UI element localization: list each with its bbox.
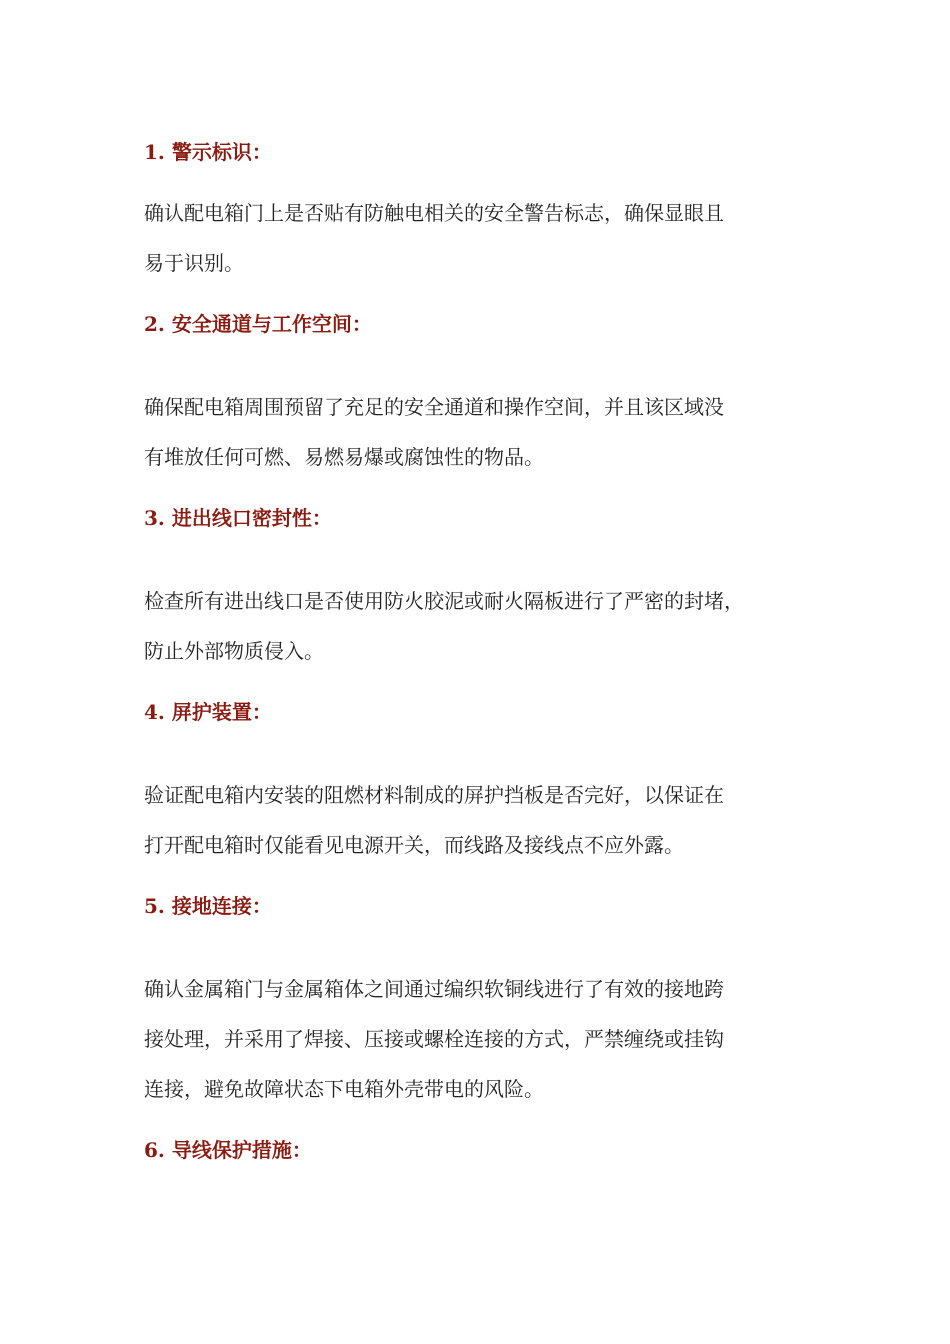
body-line: 确认配电箱门上是否贴有防触电相关的安全警告标志，确保显眼且 (144, 201, 724, 225)
body-line: 接处理，并采用了焊接、压接或螺栓连接的方式，严禁缠绕或挂钩 (144, 1027, 724, 1051)
section-body-3 (144, 576, 812, 676)
section-body-1 (144, 188, 812, 288)
section-heading-6: 6. 导线保护措施： (144, 1138, 312, 1162)
body-line: 有堆放任何可燃、易燃易爆或腐蚀性的物品。 (144, 445, 544, 469)
section-heading-4: 4. 屏护装置： (144, 700, 272, 724)
body-line: 确认金属箱门与金属箱体之间通过编织软铜线进行了有效的接地跨 (144, 977, 724, 1001)
body-line: 易于识别。 (144, 251, 244, 275)
section-heading-1: 1. 警示标识： (144, 140, 272, 164)
section-body-2 (144, 382, 812, 482)
body-line: 确保配电箱周围预留了充足的安全通道和操作空间，并且该区域没 (144, 395, 724, 419)
body-line: 防止外部物质侵入。 (144, 639, 324, 663)
section-heading-5: 5. 接地连接： (144, 894, 272, 918)
body-line: 打开配电箱时仅能看见电源开关，而线路及接线点不应外露。 (144, 833, 684, 857)
section-body-5 (144, 964, 812, 1114)
body-line: 验证配电箱内安装的阻燃材料制成的屏护挡板是否完好，以保证在 (144, 783, 724, 807)
section-heading-2: 2. 安全通道与工作空间： (144, 312, 372, 336)
section-body-4 (144, 770, 812, 870)
body-line: 连接，避免故障状态下电箱外壳带电的风险。 (144, 1077, 544, 1101)
section-heading-3: 3. 进出线口密封性： (144, 506, 332, 530)
body-line: 检查所有进出线口是否使用防火胶泥或耐火隔板进行了严密的封堵， (144, 589, 744, 613)
